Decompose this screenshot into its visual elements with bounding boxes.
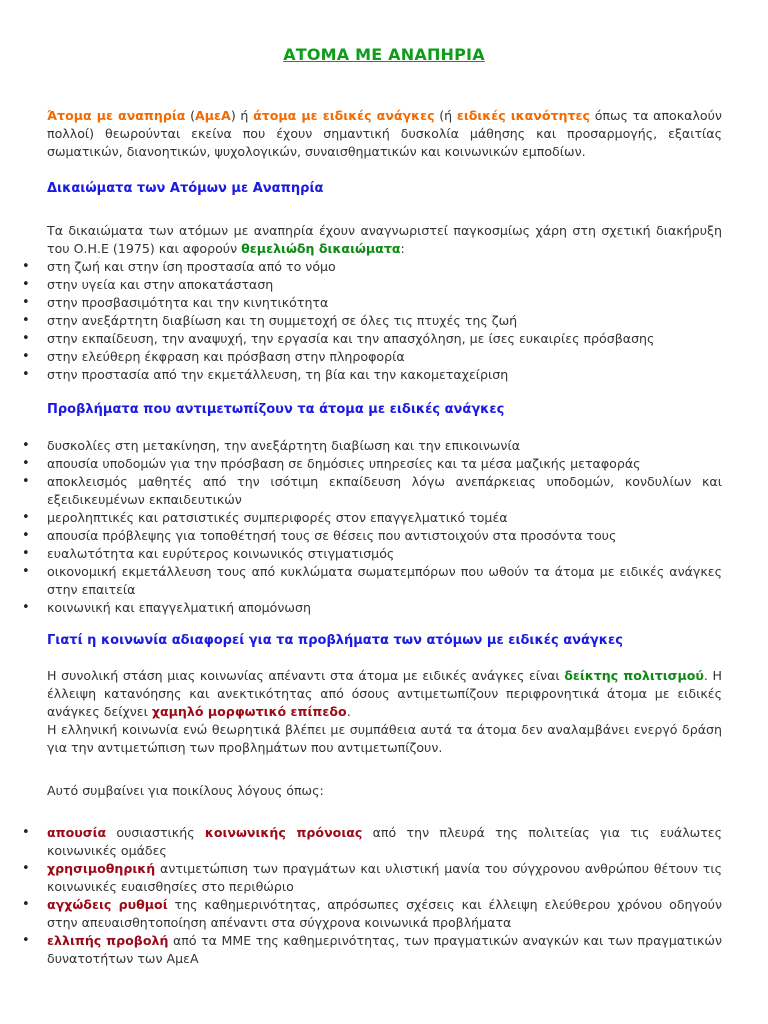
indifference-heading: Γιατί η κοινωνία αδιαφορεί για τα προβλήματα των ατόμων με ειδικές ανάγκες bbox=[47, 633, 623, 648]
reason-text: από τα ΜΜΕ της καθημερινότητας, των πραγματικών αναγκών και των πραγματικών δυνατοτήτων των ΑμεΑ bbox=[47, 933, 723, 966]
list-item: • στην ανεξάρτητη διαβίωση και τη συμμετοχή σε όλες τις πτυχές της ζωή bbox=[47, 312, 722, 330]
list-item: • κοινωνική και επαγγελματική απομόνωση bbox=[47, 599, 722, 617]
list-item: • μεροληπτικές και ρατσιστικές συμπεριφορές στον επαγγελματικό τομέα bbox=[47, 509, 722, 527]
intro-paragraph bbox=[47, 107, 722, 161]
greek-society-text: Η ελληνική κοινωνία ενώ θεωρητικά βλέπει με συμπάθεια αυτά τα άτομα δεν αναλαμβάνει ενεργό δράση για την αντιμετώπιση των προβλημάτων που αντιμετωπίζουν. bbox=[47, 722, 722, 755]
list-item: • στη ζωή και στην ίση προστασία από το νόμο bbox=[47, 258, 722, 276]
reason-text: αντιμετώπιση των πραγμάτων και υλιστική μανία του σύγχρονου ανθρώπου θέτουν τις κοινωνικές ευαισθησίες στο περιθώριο bbox=[47, 861, 722, 894]
reason-term: ελλιπής προβολή bbox=[47, 933, 169, 948]
reason-term: απουσία bbox=[47, 825, 107, 840]
intro-term-special-needs: άτομα με ειδικές ανάγκες bbox=[253, 108, 435, 123]
fundamental-rights-term: θεμελιώδη δικαιώματα bbox=[241, 241, 401, 256]
low-education-term: χαμηλό μορφωτικό επίπεδο bbox=[151, 704, 347, 719]
reasons-list bbox=[47, 824, 722, 968]
rights-text: Τα δικαιώματα των ατόμων με αναπηρία έχουν αναγνωριστεί παγκοσμίως χάρη στη σχετική διακήρυξη του Ο.Η.Ε (1975) και αφορούν bbox=[47, 223, 722, 256]
reason-text: της καθημερινότητας, απρόσωπες σχέσεις και έλλειψη ελεύθερου χρόνου οδηγούν στην απευαισθητοποίηση απέναντι στα σύγχρονα κοινωνικά προβλήματα bbox=[47, 897, 722, 930]
reason-term: χρησιμοθηρική bbox=[47, 861, 156, 876]
list-item: • στην εκπαίδευση, την αναψυχή, την εργασία και την απασχόληση, με ίσες ευκαιρίες πρόσβασης bbox=[47, 330, 722, 348]
reason-text: από την πλευρά της πολιτείας για τις ευάλωτες κοινωνικές ομάδες bbox=[47, 825, 722, 858]
intro-text: ) ή bbox=[230, 108, 254, 123]
intro-text: ( bbox=[185, 108, 196, 123]
list-item bbox=[47, 860, 722, 896]
intro-text: (ή bbox=[434, 108, 457, 123]
intro-term-amea: ΑμεΑ bbox=[195, 108, 231, 123]
rights-list bbox=[47, 258, 722, 384]
list-item: • απουσία υποδομών για την πρόσβαση σε δημόσιες υπηρεσίες και τα μέσα μαζικής μεταφοράς bbox=[47, 455, 722, 473]
reason-term: κοινωνικής πρόνοιας bbox=[204, 825, 363, 840]
list-item bbox=[47, 932, 722, 968]
rights-heading: Δικαιώματα των Ατόμων με Αναπηρία bbox=[47, 181, 324, 196]
list-item: • αποκλεισμός μαθητές από την ισότιμη εκπαίδευση λόγω ανεπάρκειας υποδομών, κονδυλίων και εξειδικευμένων εκπαιδευτικών bbox=[47, 473, 722, 509]
list-item: • στην υγεία και στην αποκατάσταση bbox=[47, 276, 722, 294]
rights-paragraph bbox=[47, 222, 722, 258]
indifference-text: . bbox=[346, 704, 351, 719]
list-item: • ευαλωτότητα και ευρύτερος κοινωνικός στιγματισμός bbox=[47, 545, 722, 563]
list-item: • δυσκολίες στη μετακίνηση, την ανεξάρτητη διαβίωση και την επικοινωνία bbox=[47, 437, 722, 455]
indifference-paragraph bbox=[47, 667, 722, 757]
indifference-text: Η συνολική στάση μιας κοινωνίας απέναντι στα άτομα με ειδικές ανάγκες είναι bbox=[47, 668, 565, 683]
list-item bbox=[47, 896, 722, 932]
problems-list bbox=[47, 437, 722, 617]
reason-text: ουσιαστικής bbox=[106, 825, 205, 840]
intro-term-disabled: Άτομα με αναπηρία bbox=[47, 108, 186, 123]
reason-term: αγχώδεις ρυθμοί bbox=[47, 897, 168, 912]
civilization-indicator-term: δείκτης πολιτισμού bbox=[564, 668, 704, 683]
list-item: • οικονομική εκμετάλλευση τους από κυκλώματα σωματεμπόρων που ωθούν τα άτομα με ειδικές ανάγκες στην επαιτεία bbox=[47, 563, 722, 599]
list-item: • στην προστασία από την εκμετάλλευση, τη βία και την κακομεταχείριση bbox=[47, 366, 722, 384]
indifference-text: . Η έλλειψη κατανόησης και ανεκτικότητας από όσους αντιμετωπίζουν περιφρονητικά άτομα με ειδικές ανάγκες δείχνει bbox=[47, 668, 722, 719]
reasons-intro: Αυτό συμβαίνει για ποικίλους λόγους όπως: bbox=[47, 783, 324, 798]
list-item: • στην προσβασιμότητα και την κινητικότητα bbox=[47, 294, 722, 312]
document-title: ΑΤΟΜΑ ΜΕ ΑΝΑΠΗΡΙΑ bbox=[283, 45, 485, 64]
problems-heading: Προβλήματα που αντιμετωπίζουν τα άτομα με ειδικές ανάγκες bbox=[47, 402, 505, 417]
intro-text: όπως τα αποκαλούν πολλοί) θεωρούνται εκείνα που έχουν σημαντική δυσκολία μάθησης και προσαρμογής, εξαιτίας σωματικών, διανοητικών, ψυχολογικών, συναισθηματικών και κοινωνικών εμποδίων. bbox=[47, 108, 722, 159]
list-item: • απουσία πρόβλεψης για τοποθέτησή τους σε θέσεις που αντιστοιχούν στα προσόντα τους bbox=[47, 527, 722, 545]
list-item bbox=[47, 824, 722, 860]
list-item: • στην ελεύθερη έκφραση και πρόσβαση στην πληροφορία bbox=[47, 348, 722, 366]
rights-text: : bbox=[400, 241, 405, 256]
intro-term-special-abilities: ειδικές ικανότητες bbox=[456, 108, 591, 123]
